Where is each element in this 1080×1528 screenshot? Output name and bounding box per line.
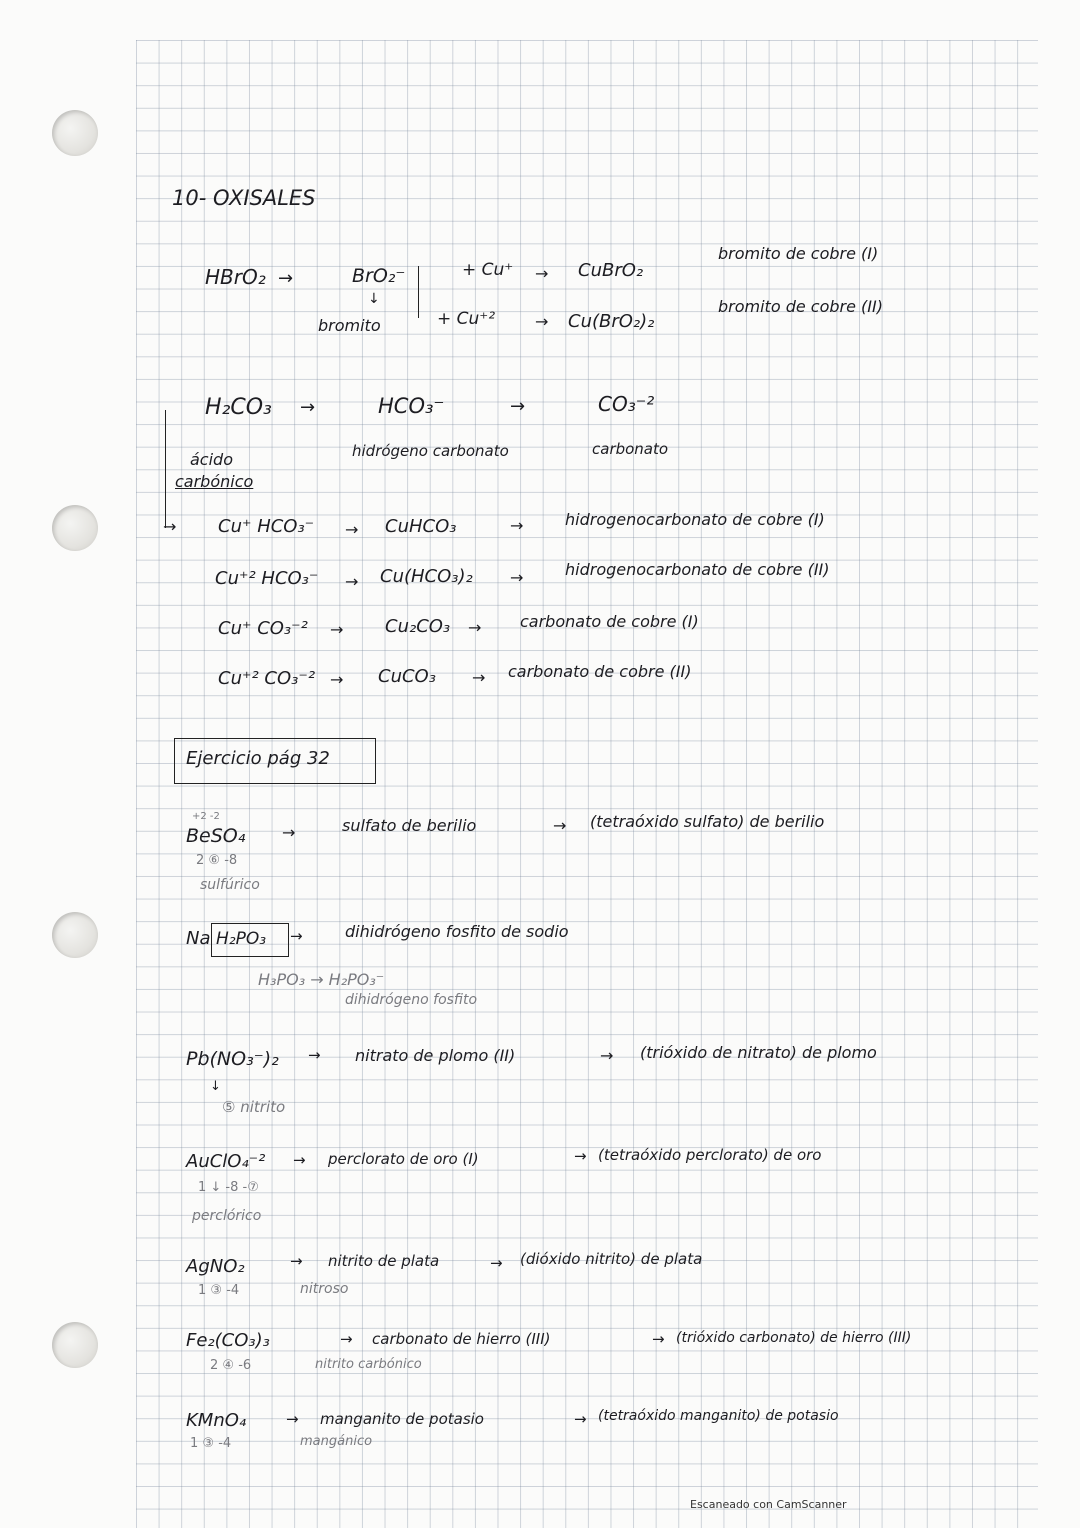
bracket-line: [418, 266, 419, 318]
arrow: →: [600, 1046, 614, 1065]
bromito-anion: BrO₂⁻: [352, 265, 406, 287]
anion2-name: carbonato: [592, 440, 669, 458]
arrow: →: [340, 1330, 353, 1348]
carb-row-3-name: carbonato de cobre (I): [520, 612, 699, 631]
arrow: →: [535, 264, 549, 283]
carbonato-anion-2: CO₃⁻²: [598, 392, 655, 416]
arrow: →: [286, 1410, 299, 1428]
bromito-name-1: bromito de cobre (I): [718, 244, 879, 263]
carb-row-3-ions: Cu⁺ CO₃⁻²: [218, 618, 308, 639]
fe2co3-systematic: (trióxido carbonato) de hierro (III): [676, 1330, 912, 1346]
arrow: →: [472, 668, 486, 687]
binder-hole: [52, 505, 98, 551]
arrow: →: [510, 568, 524, 587]
auclo4-acid: perclórico: [192, 1208, 262, 1224]
acid-name-2: carbónico: [175, 472, 254, 491]
arrow: →: [553, 816, 567, 835]
carb-row-1-product: CuHCO₃: [385, 516, 457, 537]
beso4-oxidation: +2 -2: [192, 811, 220, 822]
auclo4-calc: 1 ↓ -8 -⑦: [198, 1180, 259, 1195]
arrow: →: [308, 1046, 321, 1064]
carb-row-4-ions: Cu⁺² CO₃⁻²: [218, 668, 316, 689]
carb-row-2-product: Cu(HCO₃)₂: [380, 566, 473, 587]
arrow: →: [293, 1151, 306, 1169]
arrow: →: [510, 516, 524, 535]
arrow: →: [163, 517, 177, 536]
binder-hole: [52, 1322, 98, 1368]
beso4-systematic: (tetraóxido sulfato) de berilio: [590, 812, 825, 831]
nah2po3-anion: H₂PO₃: [216, 929, 267, 949]
agno2-acid: nitroso: [300, 1281, 349, 1297]
fe2co3-calc: 2 ④ -6: [210, 1358, 252, 1373]
auclo4-systematic: (tetraóxido perclorato) de oro: [598, 1146, 822, 1164]
carb-row-3-product: Cu₂CO₃: [385, 616, 451, 637]
arrow: →: [278, 268, 294, 289]
kmno4-formula: KMnO₄: [186, 1410, 247, 1431]
paper-margin-right: [1038, 0, 1080, 1528]
nah2po3-sub-name: dihidrógeno fosfito: [345, 992, 478, 1008]
pbno3-calc: ⑤ nitrito: [222, 1098, 286, 1116]
carb-row-4-product: CuCO₃: [378, 666, 436, 687]
auclo4-formula: AuClO₄⁻²: [186, 1151, 266, 1172]
arrow: →: [510, 396, 526, 417]
carb-row-1-name: hidrogenocarbonato de cobre (I): [565, 510, 825, 529]
binder-hole: [52, 912, 98, 958]
paper-margin-top: [0, 0, 1080, 40]
nah2po3-name: dihidrógeno fosfito de sodio: [345, 922, 569, 941]
bracket-line: [165, 410, 166, 528]
carbonato-acid: H₂CO₃: [205, 395, 272, 420]
kmno4-calc: 1 ③ -4: [190, 1436, 232, 1451]
fe2co3-name: carbonato de hierro (III): [372, 1330, 551, 1348]
agno2-calc: 1 ③ -4: [198, 1283, 240, 1298]
agno2-name: nitrito de plata: [328, 1252, 440, 1270]
carb-row-4-name: carbonato de cobre (II): [508, 662, 692, 681]
bromito-name-2: bromito de cobre (II): [718, 297, 883, 316]
acid-name-1: ácido: [190, 450, 233, 469]
bromito-product-1: CuBrO₂: [578, 260, 644, 281]
bromito-product-2: Cu(BrO₂)₂: [568, 311, 655, 332]
arrow: →: [345, 572, 359, 591]
bromito-acid: HBrO₂: [205, 265, 266, 289]
down-arrow: ↓: [368, 291, 380, 307]
carb-row-2-ions: Cu⁺² HCO₃⁻: [215, 568, 319, 589]
carb-row-2-name: hidrogenocarbonato de cobre (II): [565, 560, 830, 579]
arrow: →: [300, 397, 316, 418]
arrow: →: [282, 823, 296, 842]
bromito-anion-name: bromito: [318, 316, 381, 335]
bromito-cation-2: + Cu⁺²: [437, 309, 496, 329]
fe2co3-acid: nitrito carbónico: [315, 1357, 422, 1372]
arrow: →: [574, 1410, 587, 1428]
arrow: →: [574, 1147, 587, 1165]
down-arrow: ↓: [210, 1079, 221, 1094]
binder-hole: [52, 110, 98, 156]
beso4-formula: BeSO₄: [186, 825, 246, 847]
arrow: →: [535, 312, 549, 331]
beso4-calc: 2 ⑥ -8: [196, 853, 238, 868]
paper-margin-left: [0, 0, 136, 1528]
arrow: →: [490, 1254, 503, 1272]
exercise-title: Ejercicio pág 32: [186, 748, 330, 769]
arrow: →: [468, 618, 482, 637]
arrow: →: [290, 927, 303, 945]
nah2po3-cation: Na: [186, 928, 211, 949]
carb-row-1-ions: Cu⁺ HCO₃⁻: [218, 516, 315, 537]
arrow: →: [652, 1330, 665, 1348]
anion1-name: hidrógeno carbonato: [352, 442, 509, 460]
section-title: 10- OXISALES: [172, 186, 316, 210]
carbonato-anion-1: HCO₃⁻: [378, 394, 445, 418]
bromito-cation-1: + Cu⁺: [462, 260, 514, 280]
beso4-acid: sulfúrico: [200, 877, 260, 893]
kmno4-systematic: (tetraóxido manganito) de potasio: [598, 1408, 839, 1424]
auclo4-name: perclorato de oro (I): [328, 1150, 479, 1168]
pbno3-name: nitrato de plomo (II): [355, 1046, 516, 1065]
arrow: →: [330, 670, 344, 689]
arrow: →: [345, 520, 359, 539]
beso4-name: sulfato de berilio: [342, 816, 477, 835]
pbno3-systematic: (trióxido de nitrato) de plomo: [640, 1043, 877, 1062]
camscanner-watermark: Escaneado con CamScanner: [690, 1498, 847, 1511]
pbno3-formula: Pb(NO₃⁻)₂: [186, 1048, 279, 1070]
agno2-systematic: (dióxido nitrito) de plata: [520, 1250, 703, 1268]
arrow: →: [330, 620, 344, 639]
arrow: →: [290, 1252, 303, 1270]
kmno4-acid: mangánico: [300, 1434, 373, 1449]
nah2po3-sub-reaction: H₃PO₃ → H₂PO₃⁻: [258, 970, 385, 989]
fe2co3-formula: Fe₂(CO₃)₃: [186, 1330, 270, 1351]
agno2-formula: AgNO₂: [186, 1256, 245, 1277]
kmno4-name: manganito de potasio: [320, 1410, 484, 1428]
